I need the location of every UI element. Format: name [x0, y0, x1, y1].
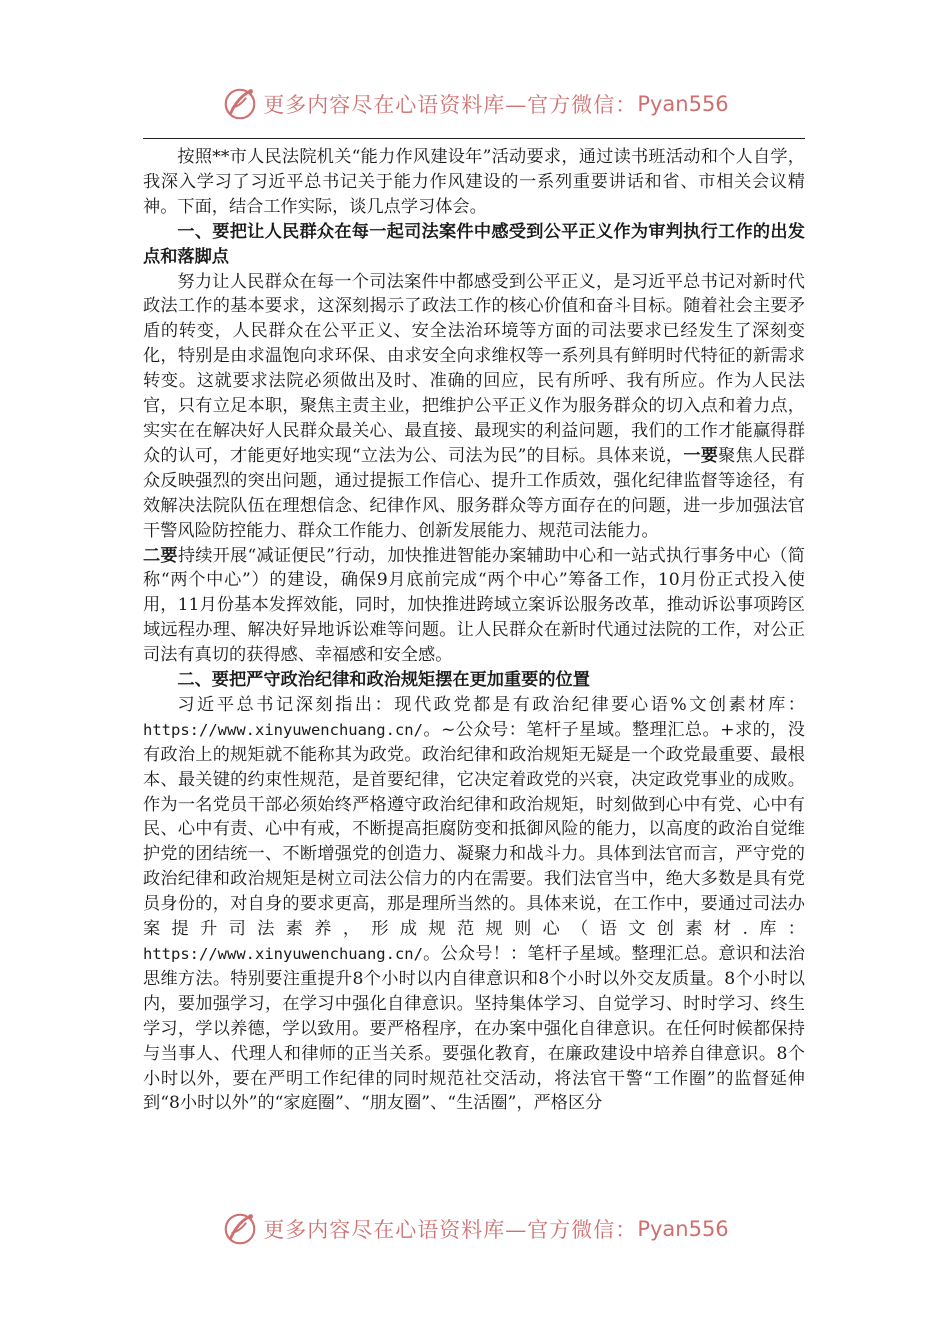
banner-text: 更多内容尽在心语资料库—官方微信：: [263, 93, 638, 117]
section-1-bold-2: 二要: [143, 545, 178, 566]
section-heading-1: 一、要把让人民群众在每一起司法案件中感受到公平正义作为审判执行工作的出发点和落脚点: [143, 221, 805, 267]
section-1-bold-1: 一要: [683, 445, 719, 466]
section-2-text-b: 。~公众号：笔杆子星域。整理汇总。+求的，没有政治上的规矩就不能称其为政党。政治纪律和政治规矩无疑是一个政党最重要、最根本、最关键的约束性规范，是首要纪律，它决定着政党的兴衰，决定政党事业的成败。作为一名党员干部必须始终严格遵守政治纪律和政治规矩，时刻做到心中有党、心中有民、心中有责、心中有戒，不断提高拒腐防变和抵御风险的能力，以高度的政治自觉维护党的团结统一、不断增强党的创造力、凝聚力和战斗力。具体到法官而言，严守党的政治纪律和政治规矩是树立司法公信力的内在需要。我们法官当中，绝大多数是具有党员身份的，对自身的要求更高，那是理所当然的。具体来说，在工作中，要通过司法办案提升司法素养，形成规范规则心（语文创素材.库：: [143, 719, 805, 940]
section-2-url-2: https://www.xinyuwenchuang.cn/: [143, 945, 423, 963]
section-1-text-b: 聚焦人民群众反映强烈的突出问题，通过提振工作信心、提升工作质效，强化纪律监督等途径，有效解决法院队伍在理想信念、纪律作风、服务群众等方面存在的问题，进一步加强法官干警风险防控能力、群众工作能力、创新发展能力、规范司法能力。: [143, 445, 805, 541]
header-rule: [143, 138, 805, 139]
document-body: [143, 145, 805, 1116]
footer-banner: [0, 1207, 950, 1251]
banner-wechat-id: Pyan556: [637, 92, 729, 116]
section-2-text-a: 习近平总书记深刻指出：现代政党都是有政治纪律要心语%文创素材库：: [177, 694, 805, 715]
section-1-text-a: 努力让人民群众在每一个司法案件中都感受到公平正义，是习近平总书记对新时代政法工作的基本要求，这深刻揭示了政法工作的核心价值和奋斗目标。随着社会主要矛盾的转变，人民群众在公平正义、安全法治环境等方面的司法要求已经发生了深刻变化，特别是由求温饱向求环保、由求安全向求维权等一系列具有鲜明时代特征的新需求转变。这就要求法院必须做出及时、准确的回应，民有所呼、我有所应。作为人民法官，只有立足本职，聚焦主责主业，把维护公平正义作为服务群众的切入点和着力点，实实在在解决好人民群众最关心、最直接、最现实的利益问题，我们的工作才能赢得群众的认可，才能更好地实现“立法为公、司法为民”的目标。具体来说，: [143, 271, 805, 466]
banner-text: 更多内容尽在心语资料库—官方微信：: [263, 1218, 638, 1242]
logo-icon: [221, 1210, 259, 1248]
section-2-paragraph: [143, 693, 805, 1116]
intro-paragraph: 按照**市人民法院机关“能力作风建设年”活动要求，通过读书班活动和个人自学，我深入学习了习近平总书记关于能力作风建设的一系列重要讲话和省、市相关会议精神。下面，结合工作实际，谈几点学习体会。: [143, 147, 805, 217]
header-banner: [0, 82, 950, 126]
section-heading-2: 二、要把严守政治纪律和政治规矩摆在更加重要的位置: [177, 670, 590, 691]
section-1-paragraph: [143, 270, 805, 669]
logo-icon: [221, 85, 259, 123]
section-1-text-c: 持续开展“减证便民”行动，加快推进智能办案辅助中心和一站式执行事务中心（简称“两个中心”）的建设，确保9月底前完成“两个中心”筹备工作，10月份正式投入使用，11月份基本发挥效能，同时，加快推进跨域立案诉讼服务改革，推动诉讼事项跨区域远程办理、解决好异地诉讼难等问题。让人民群众在新时代通过法院的工作，对公正司法有真切的获得感、幸福感和安全感。: [143, 545, 805, 666]
banner-wechat-id: Pyan556: [637, 1217, 729, 1241]
section-2-text-c: 。公众号！：笔杆子星域。整理汇总。意识和法治思维方法。特别要注重提升8个小时以内自律意识和8个小时以外交友质量。8个小时以内，要加强学习，在学习中强化自律意识。坚持集体学习、自觉学习、时时学习、终生学习，学以养德，学以致用。要严格程序，在办案中强化自律意识。在任何时候都保持与当事人、代理人和律师的正当关系。要强化教育，在廉政建设中培养自律意识。8个小时以外，要在严明工作纪律的同时规范社交活动，将法官干警“工作圈”的监督延伸到“8小时以外”的“家庭圈”、“朋友圈”、“生活圈”，严格区分: [143, 944, 805, 1114]
section-2-url-1: https://www.xinyuwenchuang.cn/: [143, 720, 423, 739]
